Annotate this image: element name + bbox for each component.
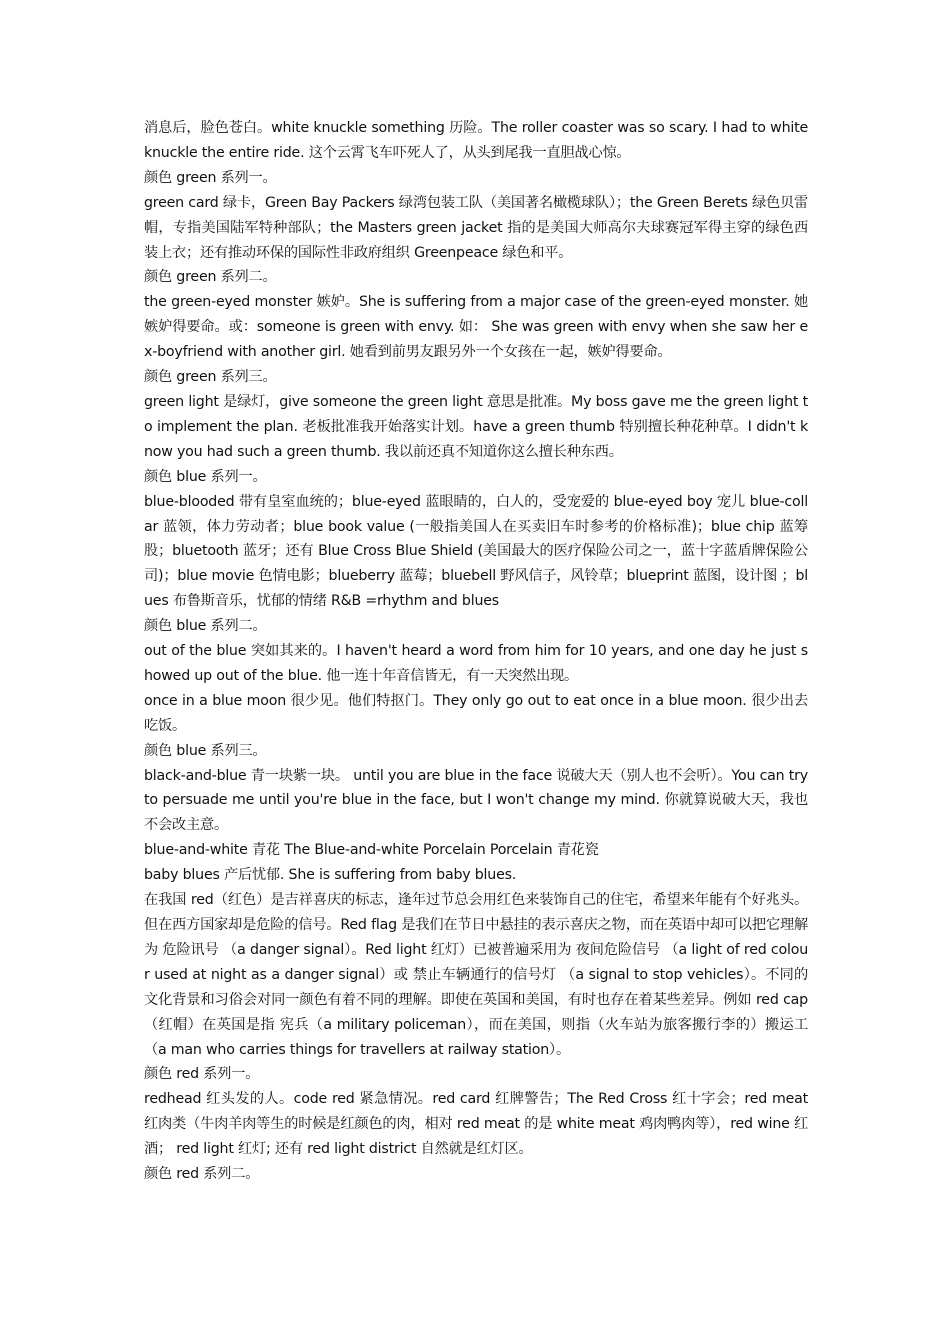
paragraph-blue-moon: once in a blue moon 很少见。他们特抠门。They only go out to eat once in a blue moon. 很少出去吃饭。 xyxy=(144,692,808,734)
document-body xyxy=(144,116,808,1187)
paragraph-red-culture: 在我国 red（红色）是吉祥喜庆的标志，逢年过节总会用红色来装饰自己的住宅，希望来年能有个好兆头。但在西方国家却是危险的信号。Red flag 是我们在节日中悬挂的表示喜庆之物，而在英语中却可以把它理解为 危险讯号 （a danger signal）。Red light 红灯）已被普遍采用为 夜间危险信号 （a light of red colour used at night as a danger signal）或 禁止车辆通行的信号灯 （a signal to stop vehicles）。不同的文化背景和习俗会对同一颜色有着不同的理解。即使在英国和美国，有时也存在着某些差异。例如 red cap（红帽）在英国是指 宪兵（a military policeman），而在美国，则指（火车站为旅客搬行李的）搬运工（a man who carries things for travellers at railway station）。 xyxy=(144,892,808,1058)
paragraph-green-eyed-monster: the green-eyed monster 嫉妒。She is suffering from a major case of the green-eyed monster. 她嫉妒得要命。或：someone is green with envy. 如： She was green with envy when she saw her ex-boyfriend with another girl. 她看到前男友跟另外一个女孩在一起，嫉妒得要命。 xyxy=(144,294,808,361)
heading-green-series-3: 颜色 green 系列三。 xyxy=(144,369,277,386)
paragraph-green-light: green light 是绿灯，give someone the green light 意思是批准。My boss gave me the green light to implement the plan. 老板批准我开始落实计划。have a green thumb 特别擅长种花种草。I didn't know you had such a green thumb. 我以前还真不知道你这么擅长种东西。 xyxy=(144,393,808,460)
heading-blue-series-1: 颜色 blue 系列一。 xyxy=(144,468,267,485)
paragraph-white-knuckle: 消息后，脸色苍白。white knuckle something 历险。The roller coaster was so scary. I had to white knuckle the entire ride. 这个云霄飞车吓死人了，从头到尾我一直胆战心惊。 xyxy=(144,120,808,161)
paragraph-redhead: redhead 红头发的人。code red 紧急情况。red card 红牌警告；The Red Cross 红十字会；red meat 红肉类（牛肉羊肉等生的时候是红颜色的肉，相对 red meat 的是 white meat 鸡肉鸭肉等），red wine 红酒； red light 红灯; 还有 red light district 自然就是红灯区。 xyxy=(144,1091,808,1158)
heading-red-series-1: 颜色 red 系列一。 xyxy=(144,1066,260,1083)
paragraph-black-and-blue: black-and-blue 青一块紫一块。 until you are blue in the face 说破大天（别人也不会听）。You can try to persuade me until you're blue in the face, but I won't change my mind. 你就算说破大天，我也不会改主意。 xyxy=(144,767,808,834)
paragraph-baby-blues: baby blues 产后忧郁. She is suffering from baby blues. xyxy=(144,867,517,884)
paragraph-blue-and-white: blue-and-white 青花 The Blue-and-white Porcelain Porcelain 青花瓷 xyxy=(144,842,599,859)
heading-blue-series-2: 颜色 blue 系列二。 xyxy=(144,618,267,635)
heading-green-series-1: 颜色 green 系列一。 xyxy=(144,169,277,186)
paragraph-out-of-the-blue: out of the blue 突如其来的。I haven't heard a word from him for 10 years, and one day he just showed up out of the blue. 他一连十年音信皆无，有一天突然出现。 xyxy=(144,643,808,684)
paragraph-green-card: green card 绿卡，Green Bay Packers 绿湾包装工队（美国著名橄榄球队）；the Green Berets 绿色贝雷帽，专指美国陆军特种部队；the Masters green jacket 指的是美国大师高尔夫球赛冠军得主穿的绿色西装上衣；还有推动环保的国际性非政府组织 Greenpeace 绿色和平。 xyxy=(144,194,808,261)
paragraph-blue-blooded: blue-blooded 带有皇室血统的；blue-eyed 蓝眼睛的，白人的，受宠爱的 blue-eyed boy 宠儿 blue-collar 蓝领，体力劳动者；blue book value (一般指美国人在买卖旧车时参考的价格标准)；blue chip 蓝筹股；bluetooth 蓝牙；还有 Blue Cross Blue Shield (美国最大的医疗保险公司之一，蓝十字蓝盾牌保险公司)；blue movie 色情电影；blueberry 蓝莓；bluebell 野风信子，风铃草；blueprint 蓝图，设计图 ；blues 布鲁斯音乐，忧郁的情绪 R&B =rhythm and blues xyxy=(144,493,808,610)
heading-blue-series-3: 颜色 blue 系列三。 xyxy=(144,742,267,759)
heading-red-series-2: 颜色 red 系列二。 xyxy=(144,1166,260,1183)
heading-green-series-2: 颜色 green 系列二。 xyxy=(144,269,277,286)
